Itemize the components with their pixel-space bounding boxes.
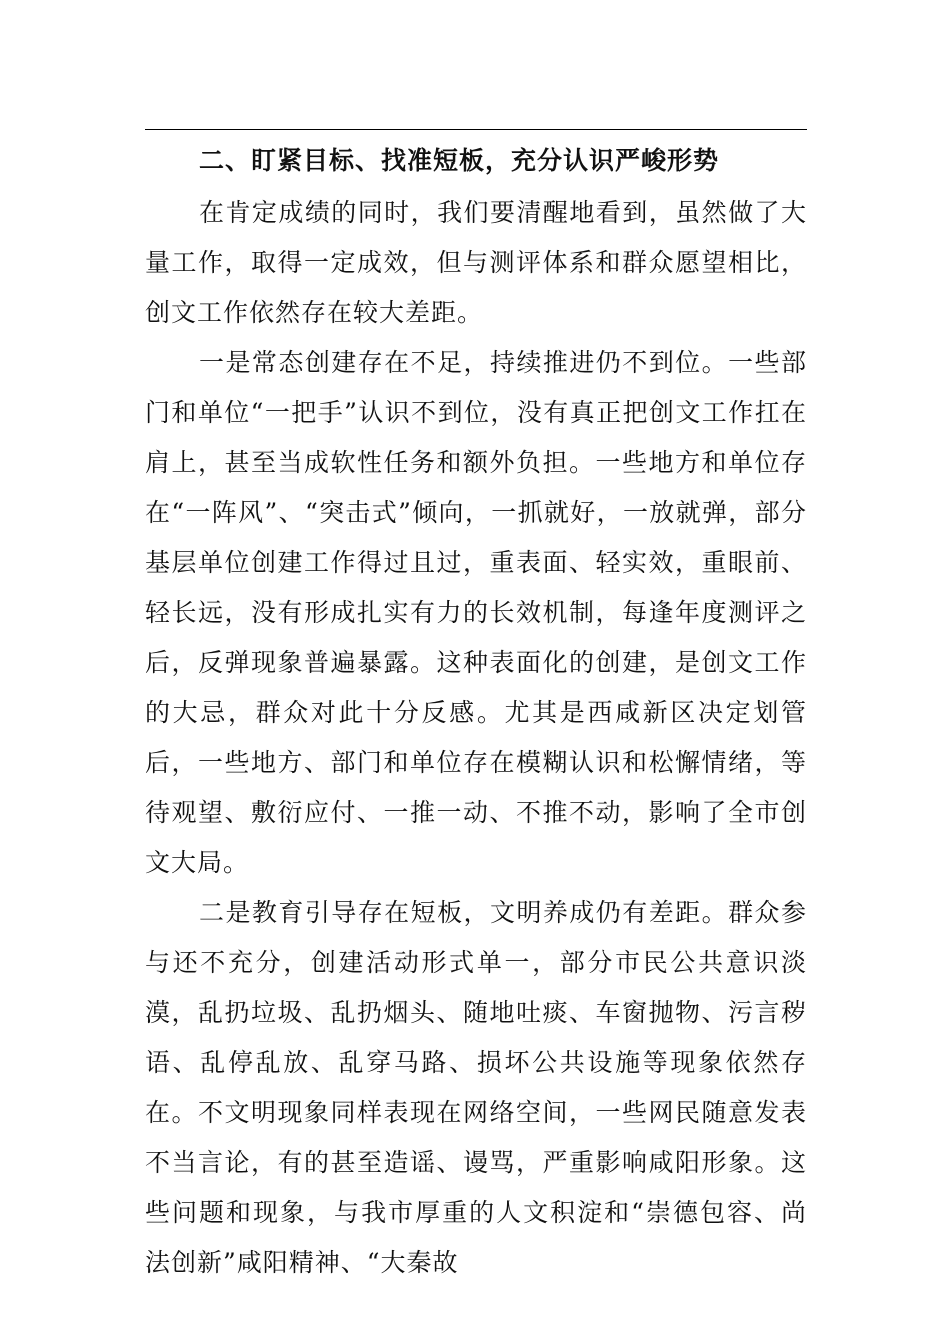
paragraph-point-one: 一是常态创建存在不足，持续推进仍不到位。一些部门和单位“一把手”认识不到位，没有真正把创文工作扛在肩上，甚至当成软性任务和额外负担。一些地方和单位存在“一阵风”、“突击式”倾向，一抓就好，一放就弹，部分基层单位创建工作得过且过，重表面、轻实效，重眼前、轻长远，没有形成扎实有力的长效机制，每逢年度测评之后，反弹现象普遍暴露。这种表面化的创建，是创文工作的大忌，群众对此十分反感。尤其是西咸新区决定划管后，一些地方、部门和单位存在模糊认识和松懈情绪，等待观望、敷衍应付、一推一动、不推不动，影响了全市创文大局。: [145, 348, 807, 877]
header-rule: [145, 129, 807, 130]
paragraph-point-two: 二是教育引导存在短板，文明养成仍有差距。群众参与还不充分，创建活动形式单一，部分市民公共意识淡漠，乱扔垃圾、乱扔烟头、随地吐痰、车窗抛物、污言秽语、乱停乱放、乱穿马路、损坏公共设施等现象依然存在。不文明现象同样表现在网络空间，一些网民随意发表不当言论，有的甚至造谣、谩骂，严重影响咸阳形象。这些问题和现象，与我市厚重的人文积淀和“崇德包容、尚法创新”咸阳精神、“大秦故: [145, 898, 807, 1277]
section-heading: 二、盯紧目标、找准短板，充分认识严峻形势: [199, 146, 720, 175]
document-body: [145, 136, 807, 1288]
paragraph-intro: 在肯定成绩的同时，我们要清醒地看到，虽然做了大量工作，取得一定成效，但与测评体系和群众愿望相比，创文工作依然存在较大差距。: [145, 198, 807, 327]
